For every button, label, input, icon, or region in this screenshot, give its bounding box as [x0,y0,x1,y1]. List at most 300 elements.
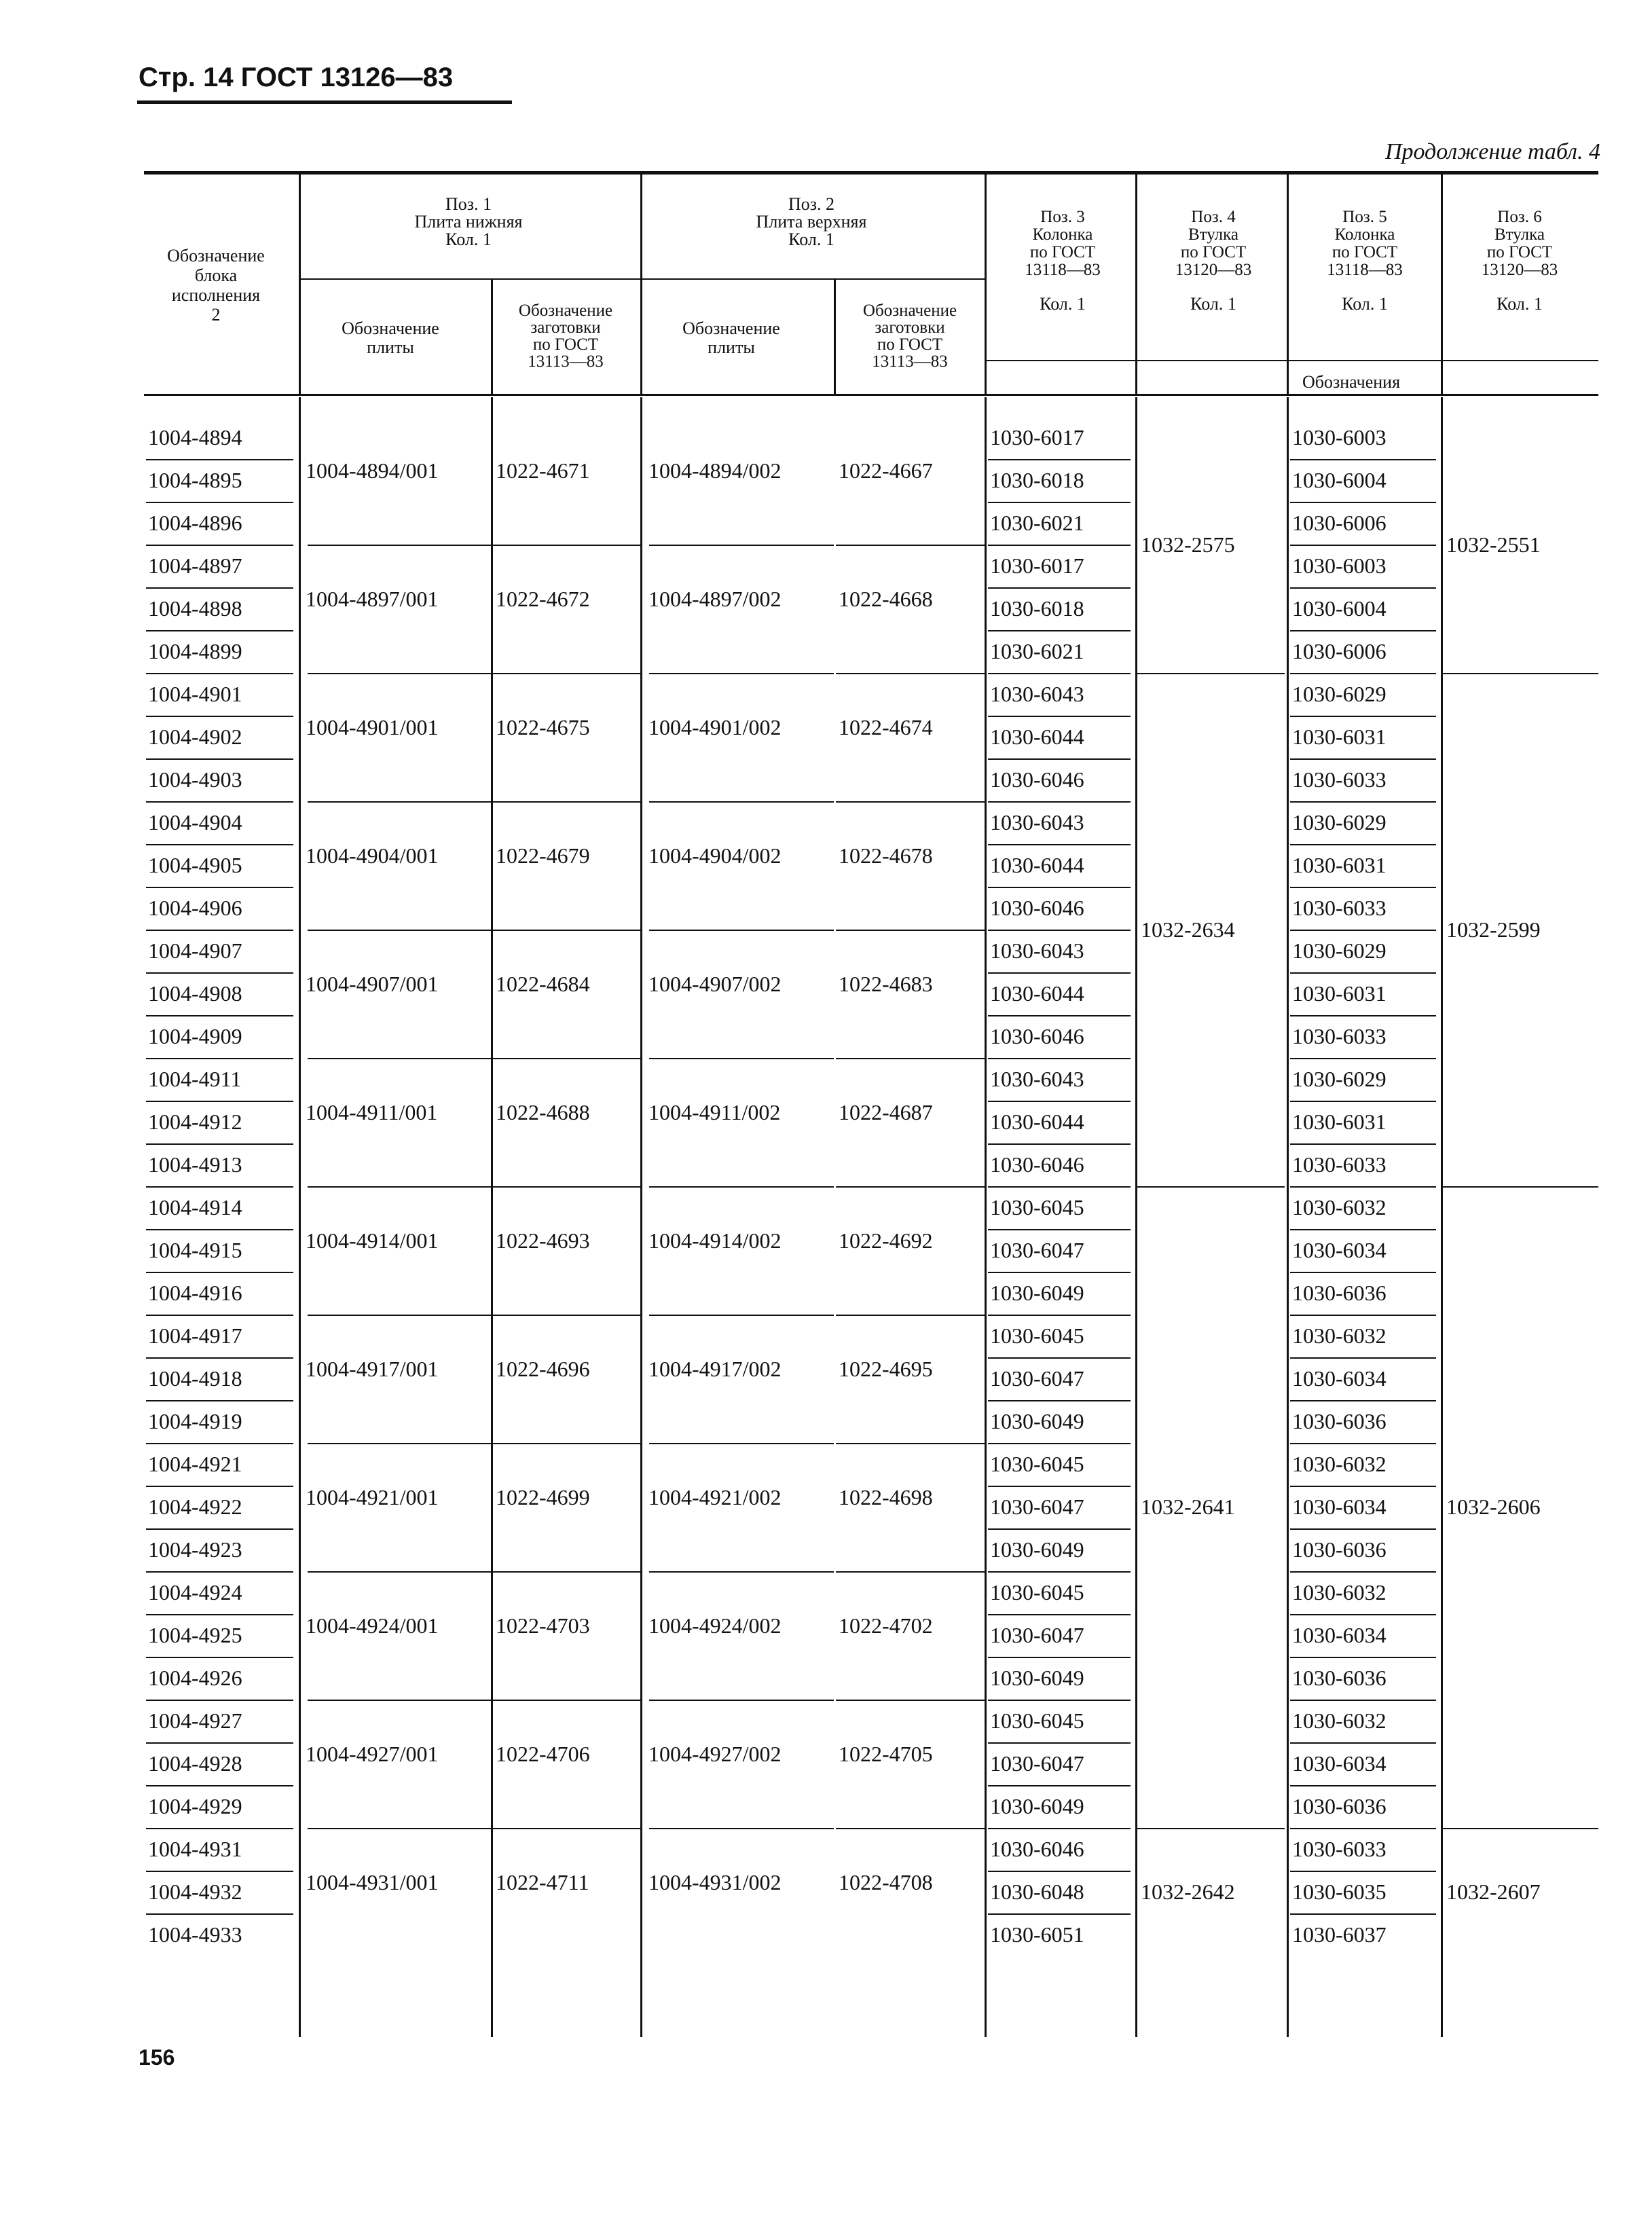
header-qty: Кол. 1 [1497,294,1543,314]
block-number: 1004-4907 [148,938,242,963]
row-rule [146,1614,293,1615]
row-rule [146,1486,293,1487]
column-pos5: 1030-6034 [1292,1366,1387,1391]
row-rule [146,545,293,546]
row-rule [649,1315,834,1316]
blank-upper: 1022-4687 [839,1100,933,1124]
row-rule [146,1357,293,1359]
row-rule [146,1186,293,1188]
row-rule [988,1357,1131,1359]
blank-lower: 1022-4671 [496,458,590,483]
row-rule [1290,758,1436,760]
header-blank-designation-line: 13113—83 [528,352,604,371]
header-block-designation-line: 2 [211,305,221,325]
header-pos1 [360,196,577,249]
row-rule [493,1058,640,1059]
row-rule [146,1272,293,1273]
column-pos5: 1030-6031 [1292,1110,1387,1134]
row-rule [146,1229,293,1230]
column-pos3: 1030-6045 [990,1452,1084,1476]
header-plate-designation-line: плиты [708,337,755,357]
column-pos5: 1030-6003 [1292,553,1387,578]
row-rule [988,1785,1131,1786]
header-qty: Кол. 1 [1342,294,1388,314]
column-pos3: 1030-6046 [990,1152,1084,1177]
blank-lower: 1022-4711 [496,1870,589,1894]
column-pos5: 1030-6029 [1292,938,1387,963]
row-rule [493,1571,640,1573]
block-number: 1004-4903 [148,767,242,792]
row-rule [1290,1486,1436,1487]
column-pos3: 1030-6021 [990,511,1084,535]
row-rule [988,502,1131,503]
plate-lower: 1004-4917/001 [306,1357,439,1381]
row-rule [836,1186,985,1188]
row-rule [1290,502,1436,503]
row-rule [493,1186,640,1188]
row-rule [836,673,985,674]
header-pos5-line: Поз. 5 [1342,208,1387,226]
row-rule [146,673,293,674]
row-rule [649,1443,834,1444]
header-pos6-line: Втулка [1494,225,1545,244]
block-number: 1004-4905 [148,853,242,877]
blank-lower: 1022-4675 [496,715,590,739]
row-rule [1443,1186,1598,1188]
table-top-rule [144,171,1598,175]
row-rule [988,1272,1131,1273]
header-pos5-line: по ГОСТ [1332,243,1398,261]
plate-upper: 1004-4921/002 [648,1485,782,1509]
header-pos4-line: Втулка [1188,225,1238,244]
row-rule [1290,1272,1436,1273]
header-pos1-line: Плита нижняя [414,212,523,232]
block-number: 1004-4923 [148,1537,242,1562]
header-pos6-line: 13120—83 [1481,261,1558,279]
row-rule [493,801,640,803]
block-number: 1004-4915 [148,1238,242,1262]
column-rule [299,397,301,2037]
column-pos3: 1030-6018 [990,468,1084,492]
row-rule [1290,1015,1436,1016]
row-rule [308,1443,491,1444]
column-pos3: 1030-6045 [990,1195,1084,1219]
header-blank-designation-line: Обозначение [862,301,957,320]
row-rule [1290,1058,1436,1059]
row-rule [146,630,293,631]
row-rule [1290,1186,1436,1188]
row-rule [988,1828,1131,1829]
row-rule [146,1657,293,1658]
row-rule [649,1186,834,1188]
row-rule [988,844,1131,845]
header-pos3-line: 13118—83 [1025,261,1101,279]
row-rule [146,844,293,845]
column-pos3: 1030-6049 [990,1409,1084,1433]
row-rule [988,1443,1131,1444]
column-pos5: 1030-6036 [1292,1794,1387,1818]
header-pos2-line: Кол. 1 [788,230,834,249]
header-plate-designation-line: Обозначение [682,318,780,338]
blank-upper: 1022-4692 [839,1228,933,1253]
bushing-pos4: 1032-2634 [1141,917,1235,942]
header-block-designation-line: блока [194,265,238,285]
column-pos5: 1030-6033 [1292,767,1387,792]
row-rule [1290,673,1436,674]
row-rule [146,1058,293,1059]
blank-upper: 1022-4678 [839,843,933,868]
row-rule [1290,630,1436,631]
row-rule [988,545,1131,546]
column-pos3: 1030-6047 [990,1494,1084,1519]
row-rule [146,801,293,803]
header-plate-designation-line: плиты [367,337,414,357]
column-pos3: 1030-6018 [990,596,1084,621]
block-number: 1004-4916 [148,1281,242,1305]
block-number: 1004-4922 [148,1494,242,1519]
row-rule [146,502,293,503]
row-rule [146,716,293,717]
block-number: 1004-4917 [148,1323,242,1348]
column-pos5: 1030-6037 [1292,1922,1387,1947]
row-rule [649,1828,834,1829]
row-rule [836,1700,985,1701]
block-number: 1004-4921 [148,1452,242,1476]
blank-lower: 1022-4706 [496,1742,590,1766]
block-number: 1004-4926 [148,1666,242,1690]
column-pos3: 1030-6047 [990,1366,1084,1391]
row-rule [1290,972,1436,974]
column-pos3: 1030-6044 [990,853,1084,877]
row-rule [146,1315,293,1316]
blank-upper: 1022-4695 [839,1357,933,1381]
column-pos3: 1030-6048 [990,1879,1084,1904]
column-pos5: 1030-6031 [1292,853,1387,877]
row-rule [988,1742,1131,1744]
column-pos3: 1030-6046 [990,896,1084,920]
row-rule [649,673,834,674]
column-pos5: 1030-6003 [1292,425,1387,450]
bushing-pos4: 1032-2642 [1141,1879,1235,1904]
plate-lower: 1004-4894/001 [306,458,439,483]
row-rule [988,972,1131,974]
row-rule [1290,844,1436,845]
plate-upper: 1004-4931/002 [648,1870,782,1894]
plate-lower: 1004-4911/001 [306,1100,438,1124]
row-rule [146,1101,293,1102]
row-rule [308,1828,491,1829]
header-qty: Кол. 1 [1190,294,1236,314]
row-rule [988,1186,1131,1188]
row-rule [988,1058,1131,1059]
plate-upper: 1004-4917/002 [648,1357,782,1381]
header-pos6-line: по ГОСТ [1486,243,1553,261]
row-rule [988,1315,1131,1316]
column-pos5: 1030-6034 [1292,1623,1387,1647]
block-number: 1004-4904 [148,810,242,835]
row-rule [308,1315,491,1316]
row-rule [836,1571,985,1573]
column-pos3: 1030-6046 [990,767,1084,792]
row-rule [1290,1828,1436,1829]
row-rule [1290,1143,1436,1145]
block-number: 1004-4919 [148,1409,242,1433]
row-rule [146,1828,293,1829]
column-pos3: 1030-6017 [990,553,1084,578]
column-pos5: 1030-6034 [1292,1751,1387,1776]
column-pos5: 1030-6006 [1292,639,1387,663]
header-pos4-line: 13120—83 [1175,261,1252,279]
column-pos5: 1030-6034 [1292,1238,1387,1262]
bushing-pos4: 1032-2641 [1141,1494,1235,1519]
plate-upper: 1004-4904/002 [648,843,782,868]
row-rule [1290,930,1436,931]
row-rule [1137,1186,1285,1188]
header-pos2-line: Поз. 2 [788,194,835,214]
row-rule [146,1742,293,1744]
header-block-designation [107,246,325,325]
block-number: 1004-4928 [148,1751,242,1776]
row-rule [1137,1828,1285,1829]
row-rule [988,1229,1131,1230]
column-pos3: 1030-6043 [990,682,1084,706]
header-plate-designation-line: Обозначение [342,318,439,338]
plate-lower: 1004-4897/001 [306,587,439,611]
blank-upper: 1022-4683 [839,972,933,996]
column-pos3: 1030-6043 [990,810,1084,835]
column-pos5: 1030-6033 [1292,1152,1387,1177]
row-rule [988,1101,1131,1102]
row-rule [493,1315,640,1316]
blank-lower: 1022-4684 [496,972,590,996]
plate-upper: 1004-4927/002 [648,1742,782,1766]
row-rule [649,1571,834,1573]
row-rule [1290,1871,1436,1872]
header-pos2 [703,196,920,249]
row-rule [493,930,640,931]
row-rule [988,1400,1131,1401]
header-pos1-line: Кол. 1 [445,230,492,249]
row-rule [1290,1913,1436,1915]
row-rule [836,545,985,546]
blank-lower: 1022-4679 [496,843,590,868]
row-rule [988,1528,1131,1530]
row-rule [146,1785,293,1786]
plate-upper: 1004-4907/002 [648,972,782,996]
plate-upper: 1004-4901/002 [648,715,782,739]
row-rule [988,1571,1131,1573]
row-rule [146,1528,293,1530]
blank-upper: 1022-4708 [839,1870,933,1894]
row-rule [1137,673,1285,674]
row-rule [836,1315,985,1316]
header-rule [137,100,512,104]
column-pos5: 1030-6004 [1292,468,1387,492]
column-pos5: 1030-6029 [1292,810,1387,835]
column-pos5: 1030-6035 [1292,1879,1387,1904]
row-rule [493,1828,640,1829]
row-rule [988,587,1131,589]
row-rule [146,758,293,760]
row-rule [146,1443,293,1444]
row-rule [988,459,1131,460]
column-pos3: 1030-6043 [990,938,1084,963]
row-rule [146,887,293,888]
row-rule [1290,1614,1436,1615]
column-pos3: 1030-6017 [990,425,1084,450]
column-pos5: 1030-6033 [1292,1024,1387,1048]
row-rule [1443,673,1598,674]
header-pos3-line: Поз. 3 [1040,208,1085,226]
row-rule [649,1058,834,1059]
row-rule [988,1143,1131,1145]
row-rule [299,278,640,280]
column-pos3: 1030-6044 [990,1110,1084,1134]
row-rule [988,716,1131,717]
column-pos5: 1030-6031 [1292,981,1387,1006]
bushing-pos6: 1032-2606 [1446,1494,1541,1519]
row-rule [1290,1315,1436,1316]
row-rule [836,1443,985,1444]
row-rule [146,972,293,974]
column-pos3: 1030-6051 [990,1922,1084,1947]
block-number: 1004-4894 [148,425,242,450]
column-pos3: 1030-6021 [990,639,1084,663]
row-rule [988,1015,1131,1016]
header-pos6-line: Поз. 6 [1497,208,1542,226]
blank-lower: 1022-4672 [496,587,590,611]
column-pos5: 1030-6031 [1292,725,1387,749]
row-rule [146,1015,293,1016]
row-rule [1290,1742,1436,1744]
plate-upper: 1004-4911/002 [648,1100,781,1124]
row-rule [1290,1528,1436,1530]
header-block-designation-line: Обозначение [167,246,265,265]
block-number: 1004-4914 [148,1195,242,1219]
blank-lower: 1022-4699 [496,1485,590,1509]
row-rule [146,1400,293,1401]
header-pos5-line: 13118—83 [1327,261,1403,279]
column-pos5: 1030-6032 [1292,1580,1387,1604]
row-rule [988,1486,1131,1487]
column-pos5: 1030-6036 [1292,1281,1387,1305]
blank-lower: 1022-4693 [496,1228,590,1253]
plate-lower: 1004-4904/001 [306,843,439,868]
bushing-pos4: 1032-2575 [1141,532,1235,557]
header-blank-designation-line: заготовки [530,318,601,337]
block-number: 1004-4912 [148,1110,242,1134]
row-rule [1290,587,1436,589]
block-number: 1004-4901 [148,682,242,706]
bushing-pos6: 1032-2599 [1446,917,1541,942]
row-rule [1290,1657,1436,1658]
row-rule [988,758,1131,760]
row-rule [308,1186,491,1188]
row-rule [1290,887,1436,888]
row-rule [988,630,1131,631]
column-pos3: 1030-6047 [990,1751,1084,1776]
row-rule [146,1700,293,1701]
blank-upper: 1022-4674 [839,715,933,739]
header-pos4-line: по ГОСТ [1180,243,1247,261]
block-number: 1004-4927 [148,1708,242,1733]
header-pos3-line: Колонка [1032,225,1093,244]
column-pos5: 1030-6033 [1292,896,1387,920]
plate-lower: 1004-4907/001 [306,972,439,996]
row-rule [1290,459,1436,460]
row-rule [836,1058,985,1059]
column-pos5: 1030-6029 [1292,1067,1387,1091]
column-pos3: 1030-6043 [990,1067,1084,1091]
plate-lower: 1004-4931/001 [306,1870,439,1894]
block-number: 1004-4906 [148,896,242,920]
row-rule [1290,1700,1436,1701]
block-number: 1004-4932 [148,1879,242,1904]
row-rule [144,394,1598,396]
column-pos3: 1030-6047 [990,1623,1084,1647]
column-pos5: 1030-6032 [1292,1195,1387,1219]
blank-upper: 1022-4705 [839,1742,933,1766]
row-rule [1290,801,1436,803]
column-pos5: 1030-6032 [1292,1323,1387,1348]
row-rule [146,930,293,931]
column-pos5: 1030-6032 [1292,1452,1387,1476]
column-pos3: 1030-6044 [990,725,1084,749]
block-number: 1004-4913 [148,1152,242,1177]
column-pos3: 1030-6049 [990,1666,1084,1690]
row-rule [1290,1571,1436,1573]
block-number: 1004-4925 [148,1623,242,1647]
row-rule [146,1571,293,1573]
column-pos3: 1030-6045 [990,1580,1084,1604]
column-pos3: 1030-6047 [990,1238,1084,1262]
header-qty: Кол. 1 [1040,294,1086,314]
column-rule [985,397,987,2037]
header-designations: Обозначения [1302,372,1401,392]
plate-upper: 1004-4897/002 [648,587,782,611]
block-number: 1004-4924 [148,1580,242,1604]
header-pos2-line: Плита верхняя [756,212,867,232]
column-pos3: 1030-6045 [990,1708,1084,1733]
plate-lower: 1004-4901/001 [306,715,439,739]
row-rule [308,673,491,674]
plate-upper: 1004-4894/002 [648,458,782,483]
row-rule [649,1700,834,1701]
row-rule [1290,1101,1436,1102]
header-blank-designation-line: Обозначение [518,301,613,320]
row-rule [146,1143,293,1145]
bushing-pos6: 1032-2607 [1446,1879,1541,1904]
row-rule [1290,1785,1436,1786]
column-pos5: 1030-6033 [1292,1837,1387,1861]
header-pos3-line: по ГОСТ [1029,243,1096,261]
row-rule [493,673,640,674]
row-rule [985,360,1598,361]
column-rule [1287,397,1289,2037]
column-pos3: 1030-6044 [990,981,1084,1006]
row-rule [988,801,1131,803]
row-rule [308,801,491,803]
block-number: 1004-4929 [148,1794,242,1818]
blank-upper: 1022-4667 [839,458,933,483]
column-pos5: 1030-6036 [1292,1537,1387,1562]
header-blank-designation-line: заготовки [875,318,945,337]
row-rule [146,1913,293,1915]
plate-lower: 1004-4924/001 [306,1613,439,1638]
block-number: 1004-4895 [148,468,242,492]
column-pos5: 1030-6006 [1292,511,1387,535]
continuation-note: Продолжение табл. 4 [1384,139,1600,164]
